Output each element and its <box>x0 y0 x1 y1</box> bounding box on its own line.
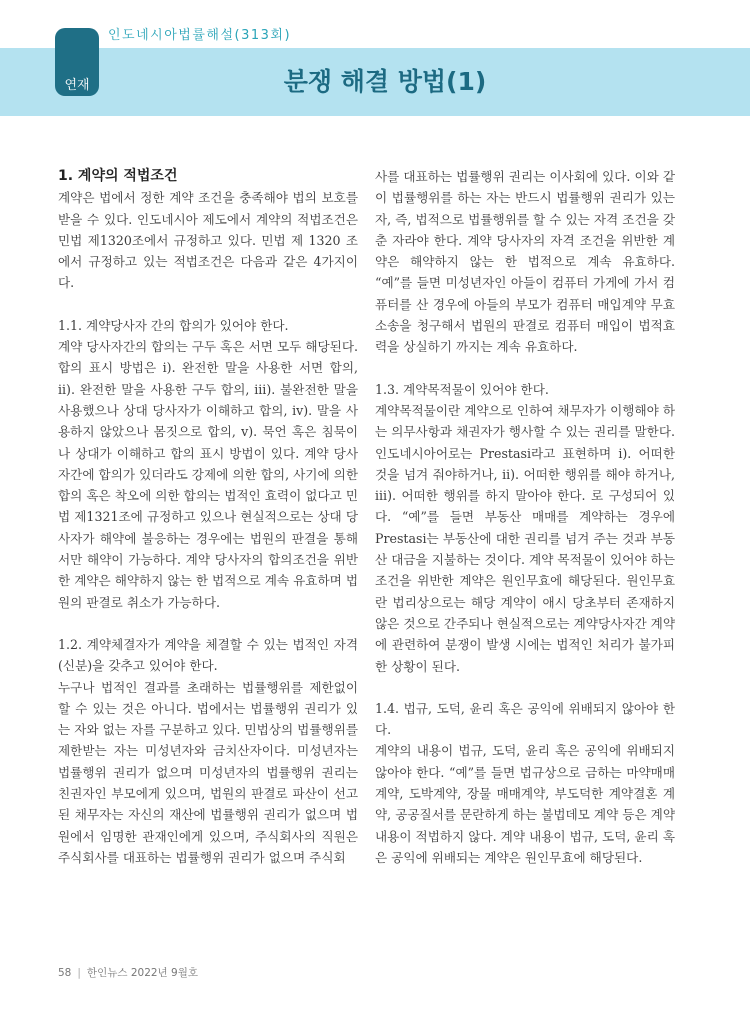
footer-divider: | <box>77 967 81 979</box>
body-paragraph: 계약의 내용이 법규, 도덕, 윤리 혹은 공익에 위배되지 않아야 한다. “예”를 들면 법규상으로 금하는 마약매매 계약, 도박계약, 장물 매매계약, 부도덕한 계약결혼 계약, 공공질서를 문란하게 하는 불법데모 계약 등은 계약 내용이 적법하지 않다. 계약 내용이 법규, 도덕, 윤리 혹은 공익에 위배되는 계약은 원인무효에 해당된다. <box>375 743 675 865</box>
body-paragraph: 계약은 법에서 정한 계약 조건을 충족해야 법의 보호를 받을 수 있다. 인도네시아 제도에서 계약의 적법조건은 민법 제1320조에서 규정하고 있다. 민법 제 1320 조에서 규정하고 있는 적법조건은 다음과 같은 4가지이다. <box>58 190 358 291</box>
tab-label: 연재 <box>64 78 90 93</box>
body-paragraph: 누구나 법적인 결과를 초래하는 법률행위를 제한없이 할 수 있는 것은 아니다. 법에서는 법률행위 권리가 있는 자와 없는 자를 구분하고 있다. 민법상의 법률행위를 제한받는 자는 미성년자와 금치산자이다. 미성년자는 법률행위 권리가 없으며 미성년자의 법률행위 권리는 친권자인 부모에게 있으며, 법원의 판결로 파산이 선고된 채무자는 자신의 재산에 법률행위 권리가 없으며 법원에서 임명한 관재인에게 있으며, 주식회사의 직원은 주식회사를 대표하는 법률행위 권리가 없으며 주식회 <box>58 679 358 865</box>
subsection-heading: 1.1. 계약당사자 간의 합의가 있어야 한다. <box>58 317 289 333</box>
body-paragraph: 사를 대표하는 법률행위 권리는 이사회에 있다. 이와 같이 법률행위를 하는 자는 반드시 법률행위 권리가 있는 자, 즉, 법적으로 법률행위를 할 수 있는 자격 조건을 갖춘 자라야 한다. 계약 당사자의 자격 조건을 위반한 계약은 해약하지 않는 한 법적으로 계속 유효하다. “예”를 들면 미성년자인 아들이 컴퓨터 가게에 가서 컴퓨터를 산 경우에 아들의 부모가 컴퓨터 매입계약 무효소송을 청구해서 법원의 판결로 컴퓨터 매입이 법적효력을 상실하기 까지는 계속 유효하다. <box>375 169 675 355</box>
body-paragraph: 계약목적물이란 계약으로 인하여 채무자가 이행해야 하는 의무사항과 채권자가 행사할 수 있는 권리를 말한다. 인도네시아어로는 Prestasi라고 표현하며 i). 어떠한 것을 넘겨 줘야하거나, ii). 어떠한 행위를 해야 하거나, iii). 어떠한 행위를 하지 말아야 한다. 로 구성되어 있다. “예”를 들면 부동산 매매를 계약하는 경우에 Prestasi는 부동산에 대한 권리를 넘겨 주는 것과 부동산 대금을 지불하는 것이다. 계약 목적물이 있어야 하는 조건을 위반한 계약은 원인무효에 해당된다. 원인무효란 법리상으로는 해당 계약이 애시 당초부터 존재하지 않은 것으로 간주되나 현실적으로는 계약당사자간 계약에 관련하여 분쟁이 발생 시에는 법적인 처리가 불가피한 상황이 된다. <box>375 402 675 674</box>
article-title: 분쟁 해결 방법(1) <box>283 67 487 96</box>
series-title: 인도네시아법률해설(313회) <box>108 28 292 43</box>
subsection-heading: 1.3. 계약목적물이 있어야 한다. <box>375 381 549 397</box>
page-number: 58 <box>58 967 72 979</box>
left-column <box>58 160 358 868</box>
subsection-heading: 1.2. 계약체결자가 계약을 체결할 수 있는 법적인 자격(신분)을 갖추고 있어야 한다. <box>58 636 358 674</box>
page-footer <box>58 965 198 980</box>
publication-info: 한인뉴스 2022년 9월호 <box>86 967 198 979</box>
right-column <box>375 166 675 868</box>
body-paragraph: 계약 당사자간의 합의는 구두 혹은 서면 모두 해당된다. 합의 표시 방법은 i). 완전한 말을 사용한 서면 합의, ii). 완전한 말을 사용한 구두 합의, iii). 불완전한 말을 사용했으나 상대 당사자가 이해하고 합의, iv). 말을 사용하지 않았으나 몸짓으로 합의, v). 묵언 혹은 침묵이나 상대가 이해하고 합의 표시 방법이 있다. 계약 당사자간에 합의가 있더라도 강제에 의한 합의, 사기에 의한 합의 혹은 착오에 의한 합의는 법적인 효력이 없다고 민법 제1321조에 규정하고 있으나 현실적으로는 상대 당사자가 해약에 불응하는 경우에는 법원의 판결을 통해서만 해약이 가능하다. 계약 당사자의 합의조건을 위반한 계약은 해약하지 않는 한 법적으로 계속 유효하며 법원의 판결로 취소가 가능하다. <box>58 339 358 610</box>
section-heading: 1. 계약의 적법조건 <box>58 168 178 184</box>
subsection-heading: 1.4. 법규, 도덕, 윤리 혹은 공익에 위배되지 않아야 한다. <box>375 700 675 738</box>
